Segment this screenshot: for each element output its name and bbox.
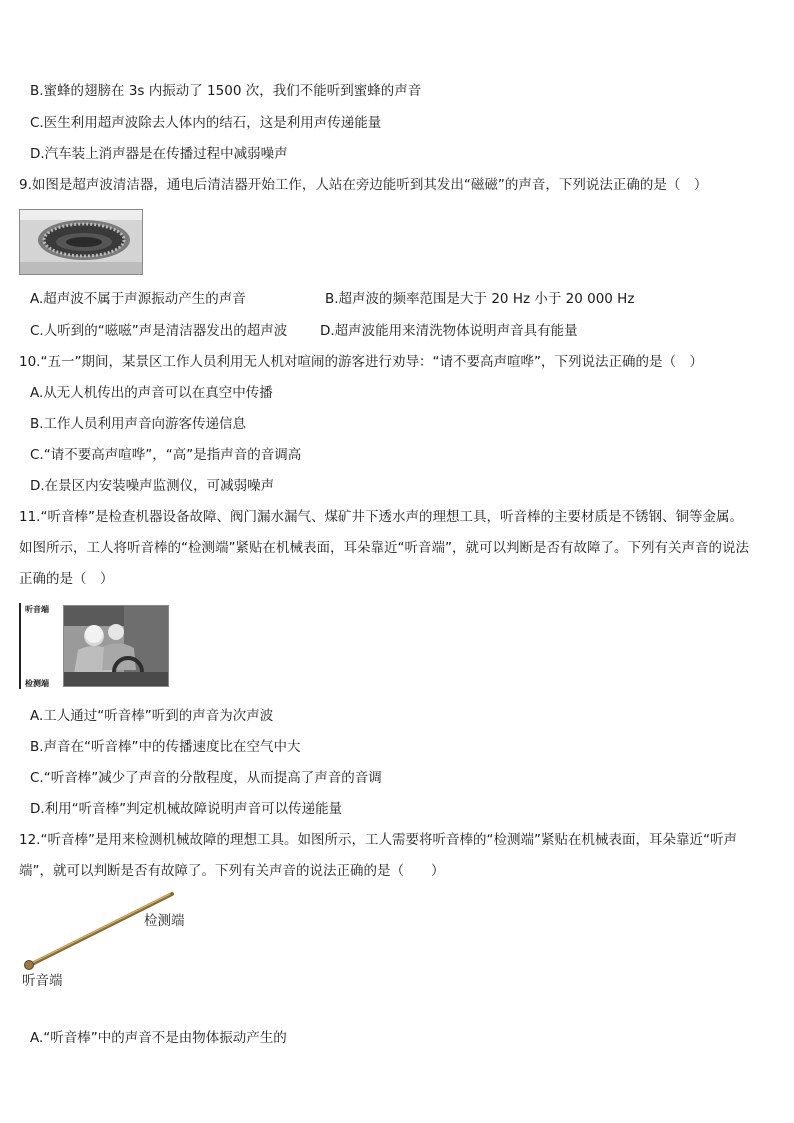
q9-option-b: B.超声波的频率范围是大于 20 Hz 小于 20 000 Hz <box>325 291 635 307</box>
q10-option-a: A.从无人机传出的声音可以在真空中传播 <box>30 385 273 401</box>
ultrasonic-cleaner-photo <box>19 209 143 275</box>
q8-option-b: B.蜜蜂的翅膀在 3s 内振动了 1500 次，我们不能听到蜜蜂的声音 <box>30 83 422 99</box>
q11-option-b: B.声音在“听音棒”中的传播速度比在空气中大 <box>30 739 301 755</box>
rod-line <box>19 603 21 689</box>
q8-option-d: D.汽车装上消声器是在传播过程中减弱噪声 <box>30 146 288 162</box>
worker-photo <box>63 605 169 687</box>
q10-option-c: C.“请不要高声喧哗”，“高”是指声音的音调高 <box>30 447 302 463</box>
worker-image <box>64 606 168 686</box>
q11-stem-line-1: 11.“听音棒”是检查机器设备故障、阀门漏水漏气、煤矿井下透水声的理想工具，听音棒的主要材质是不锈钢、铜等金属。 <box>19 509 743 525</box>
q9-option-a: A.超声波不属于声源振动产生的声音 <box>30 291 246 307</box>
q12-stem-line-2: 端”，就可以判断是否有故障了。下列有关声音的说法正确的是（ ） <box>19 863 445 879</box>
q10-option-d: D.在景区内安装噪声监测仪，可减弱噪声 <box>30 478 275 494</box>
q12-stem-line-1: 12.“听音棒”是用来检测机械故障的理想工具。如图所示，工人需要将听音棒的“检测端”紧贴在机械表面，耳朵靠近“听声 <box>19 832 737 848</box>
q9-stem: 9.如图是超声波清洁器，通电后清洁器开始工作，人站在旁边能听到其发出“磁磁”的声音，下列说法正确的是（ ） <box>19 177 708 193</box>
q11-option-c: C.“听音棒”减少了声音的分散程度，从而提高了声音的音调 <box>30 770 382 786</box>
detection-end-label: 检测端 <box>25 679 49 688</box>
q10-stem: 10.“五一”期间，某景区工作人员利用无人机对喧闹的游客进行劝导：“请不要高声喧哗”，下列说法正确的是（ ） <box>19 354 703 370</box>
listening-end-label: 听音端 <box>25 605 49 614</box>
q11-stem-line-3: 正确的是（ ） <box>19 571 114 587</box>
rod-detection-end-label: 检测端 <box>144 913 185 929</box>
listening-rod-diagram <box>18 888 218 992</box>
q9-option-c: C.人听到的“嗞嗞”声是清洁器发出的超声波 <box>30 323 288 339</box>
ultrasonic-cleaner-image <box>20 210 142 274</box>
q11-stem-line-2: 如图所示，工人将听音棒的“检测端”紧贴在机械表面，耳朵靠近“听音端”，就可以判断是否有故障了。下列有关声音的说法 <box>19 540 749 556</box>
listening-rod-photo <box>19 603 169 689</box>
q11-option-a: A.工人通过“听音棒”听到的声音为次声波 <box>30 708 274 724</box>
q8-option-c: C.医生利用超声波除去人体内的结石，这是利用声传递能量 <box>30 115 382 131</box>
rod-listening-end-label: 听音端 <box>22 973 63 989</box>
q11-option-d: D.利用“听音棒”判定机械故障说明声音可以传递能量 <box>30 801 343 817</box>
q12-option-a: A.“听音棒”中的声音不是由物体振动产生的 <box>30 1030 287 1046</box>
q10-option-b: B.工作人员利用声音向游客传递信息 <box>30 416 247 432</box>
q9-option-d: D.超声波能用来清洗物体说明声音具有能量 <box>320 323 578 339</box>
